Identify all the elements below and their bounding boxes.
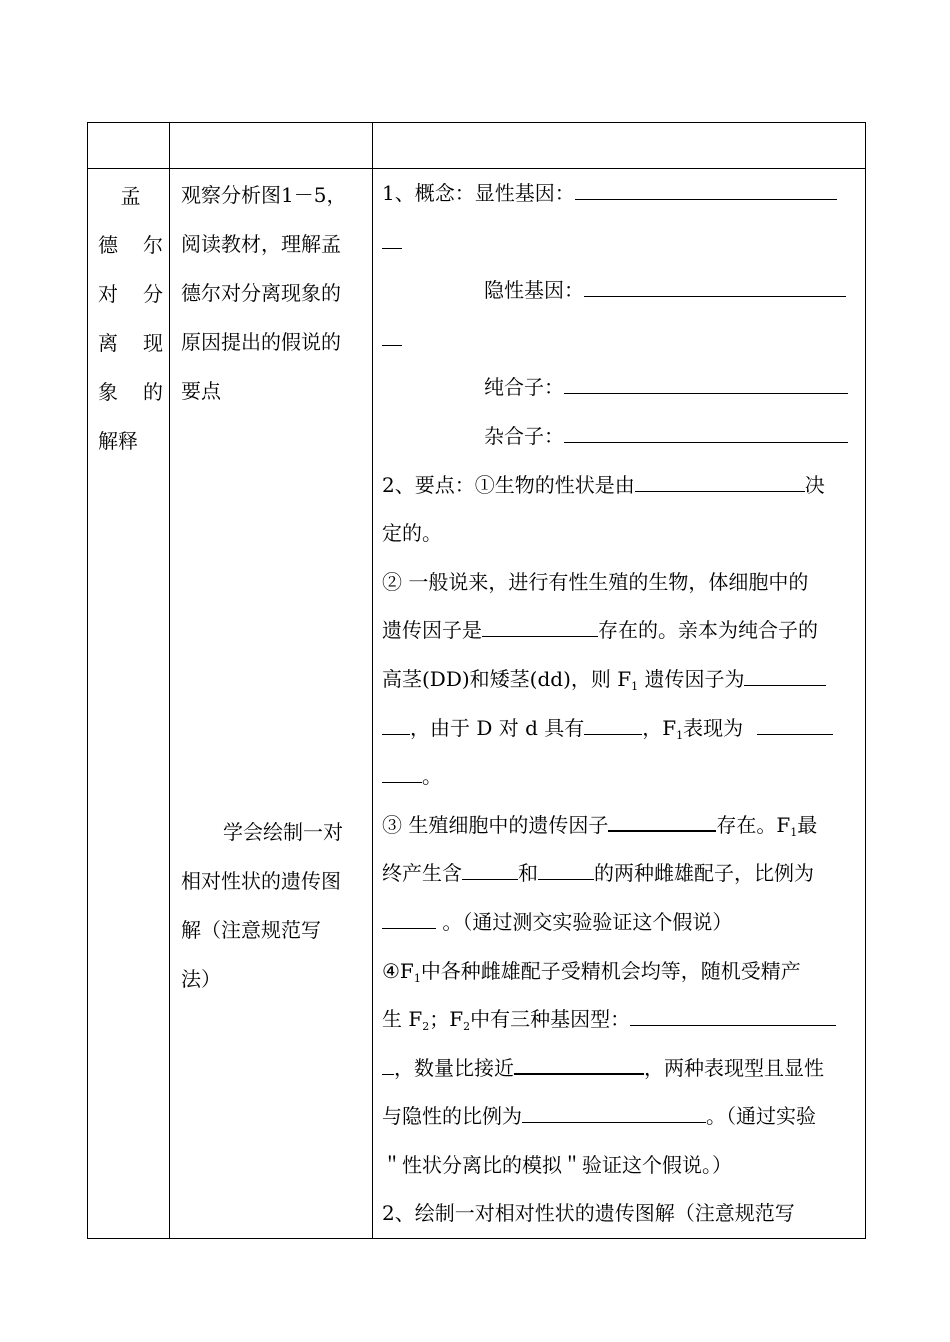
activity-spacer bbox=[181, 416, 366, 808]
topic-char: 解释 bbox=[98, 429, 138, 453]
topic-char: 孟 bbox=[120, 184, 141, 208]
content-text: 。（通过实验 bbox=[706, 1104, 816, 1129]
blank-phenotype-ratio[interactable] bbox=[522, 1094, 706, 1123]
topic-line bbox=[98, 172, 163, 221]
content-text: 存在的。亲本为纯合子的 bbox=[598, 618, 818, 643]
content-line bbox=[382, 1092, 859, 1141]
header-row bbox=[88, 123, 866, 169]
content-text: ，F bbox=[642, 715, 677, 740]
blank-dominant-gene[interactable] bbox=[575, 171, 837, 200]
topic-line bbox=[98, 417, 163, 466]
content-line bbox=[382, 849, 859, 898]
activity-line: 相对性状的遗传图 bbox=[181, 869, 341, 893]
content-line bbox=[382, 412, 859, 461]
content-line bbox=[382, 655, 859, 704]
content-text: ④F bbox=[382, 958, 414, 983]
blank-f2-genotypes[interactable] bbox=[630, 997, 836, 1026]
content-text: 。 bbox=[422, 764, 442, 789]
subscript: 2 bbox=[463, 1020, 471, 1034]
content-text: 纯合子： bbox=[484, 375, 564, 400]
header-cell-3 bbox=[373, 123, 866, 169]
content-text: ③ 生殖细胞中的遗传因子 bbox=[382, 812, 609, 837]
blank-gamete-b[interactable] bbox=[538, 851, 594, 880]
activity-line: 要点 bbox=[181, 379, 221, 403]
topic-line bbox=[98, 221, 163, 270]
content-line bbox=[382, 218, 859, 267]
content-line bbox=[382, 1044, 859, 1093]
content-text: 1、概念：显性基因： bbox=[382, 181, 575, 205]
content-text: ，由于 D 对 d 具有 bbox=[410, 715, 585, 740]
topic-char: 对 bbox=[98, 282, 118, 306]
blank-trait-determined-by[interactable] bbox=[635, 463, 805, 492]
topic-char: 离 bbox=[98, 331, 118, 355]
topic-char: 的 bbox=[143, 380, 163, 404]
content-line bbox=[382, 947, 859, 996]
content-row bbox=[88, 169, 866, 1239]
blank-f1-phenotype[interactable] bbox=[757, 706, 833, 735]
activity-line: 原因提出的假说的 bbox=[181, 330, 341, 354]
content-text: 遗传因子是 bbox=[382, 618, 482, 643]
content-text: ，数量比接近 bbox=[394, 1055, 514, 1080]
topic-cell bbox=[88, 169, 170, 1239]
subscript: 1 bbox=[676, 728, 684, 742]
content-line bbox=[382, 169, 859, 218]
content-text: ；F bbox=[429, 1007, 464, 1032]
content-line: 定的。 bbox=[382, 521, 442, 546]
content-text: 2、要点：①生物的性状是由 bbox=[382, 472, 635, 497]
blank-recessive-gene[interactable] bbox=[584, 268, 846, 297]
content-line bbox=[382, 315, 859, 364]
content-text: 生 F bbox=[382, 1007, 423, 1032]
content-line bbox=[382, 801, 859, 850]
blank-dominance[interactable] bbox=[584, 706, 642, 735]
topic-char: 德 bbox=[98, 233, 118, 257]
blank-f1-factors[interactable] bbox=[744, 657, 826, 686]
activity-line: 法） bbox=[181, 967, 221, 991]
blank-gamete-a[interactable] bbox=[462, 851, 518, 880]
topic-char: 象 bbox=[98, 380, 118, 404]
blank-homozygote[interactable] bbox=[564, 365, 848, 394]
content-line: ② 一般说来，进行有性生殖的生物，体细胞中的 bbox=[382, 569, 809, 594]
topic-char: 现 bbox=[143, 331, 163, 355]
blank-dominant-gene-cont[interactable] bbox=[382, 220, 402, 249]
subscript: 1 bbox=[413, 971, 421, 985]
content-text: 的两种雌雄配子，比例为 bbox=[594, 861, 814, 886]
content-text: 最 bbox=[797, 812, 818, 837]
blank-f2-genotypes-cont[interactable] bbox=[382, 1046, 394, 1075]
activity-line: 观察分析图1－5， bbox=[181, 183, 347, 207]
topic-line bbox=[98, 368, 163, 417]
content-text: 中有三种基因型： bbox=[470, 1007, 631, 1032]
activity-line: 解（注意规范写 bbox=[181, 918, 321, 942]
content-text: 终产生含 bbox=[382, 861, 462, 886]
content-text: 隐性基因： bbox=[484, 278, 584, 303]
content-cell bbox=[373, 169, 866, 1239]
content-text: 表现为 bbox=[683, 715, 744, 740]
topic-line bbox=[98, 319, 163, 368]
content-line bbox=[382, 752, 859, 801]
subscript: 1 bbox=[790, 825, 798, 839]
blank-gamete-factors[interactable] bbox=[608, 802, 716, 832]
content-line: ＂性状分离比的模拟＂验证这个假说。） bbox=[382, 1152, 732, 1177]
activity-line: 学会绘制一对 bbox=[223, 820, 343, 844]
content-line bbox=[382, 995, 859, 1044]
worksheet-table bbox=[87, 122, 866, 1239]
content-text: 存在。F bbox=[716, 812, 791, 837]
content-text: ，两种表现型且显性 bbox=[644, 1055, 824, 1080]
content-line bbox=[382, 266, 859, 315]
blank-f1-phenotype-cont[interactable] bbox=[382, 754, 422, 783]
blank-factor-exist-form[interactable] bbox=[482, 608, 598, 637]
content-line: 2、绘制一对相对性状的遗传图解（注意规范写 bbox=[382, 1201, 795, 1226]
blank-genotype-ratio[interactable] bbox=[514, 1045, 644, 1075]
subscript: 2 bbox=[422, 1020, 430, 1034]
blank-recessive-gene-cont[interactable] bbox=[382, 317, 402, 346]
content-text: 与隐性的比例为 bbox=[382, 1104, 522, 1129]
content-text: 杂合子： bbox=[484, 423, 564, 448]
content-line bbox=[382, 704, 859, 753]
content-line bbox=[382, 363, 859, 412]
content-text: 高茎(DD)和矮茎(dd)，则 F bbox=[382, 666, 632, 691]
content-text: 和 bbox=[518, 861, 538, 886]
header-cell-1 bbox=[88, 123, 170, 169]
content-text: 遗传因子为 bbox=[638, 666, 745, 691]
activity-line: 阅读教材，理解孟 bbox=[181, 232, 341, 256]
content-text: 决 bbox=[804, 472, 825, 497]
content-line bbox=[382, 461, 859, 510]
blank-f1-factors-cont[interactable] bbox=[382, 706, 410, 735]
header-cell-2 bbox=[170, 123, 373, 169]
activity-line: 德尔对分离现象的 bbox=[181, 281, 341, 305]
blank-heterozygote[interactable] bbox=[564, 414, 848, 443]
content-text: 。（通过测交实验验证这个假说） bbox=[436, 909, 733, 934]
content-text: 中各种雌雄配子受精机会均等，随机受精产 bbox=[420, 958, 801, 983]
subscript: 1 bbox=[631, 679, 639, 693]
topic-char: 分 bbox=[143, 282, 163, 306]
topic-char: 尔 bbox=[143, 233, 163, 257]
topic-line bbox=[98, 270, 163, 319]
content-line bbox=[382, 606, 859, 655]
blank-gamete-ratio[interactable] bbox=[382, 900, 436, 929]
content-line bbox=[382, 898, 859, 947]
activity-cell bbox=[170, 169, 373, 1239]
